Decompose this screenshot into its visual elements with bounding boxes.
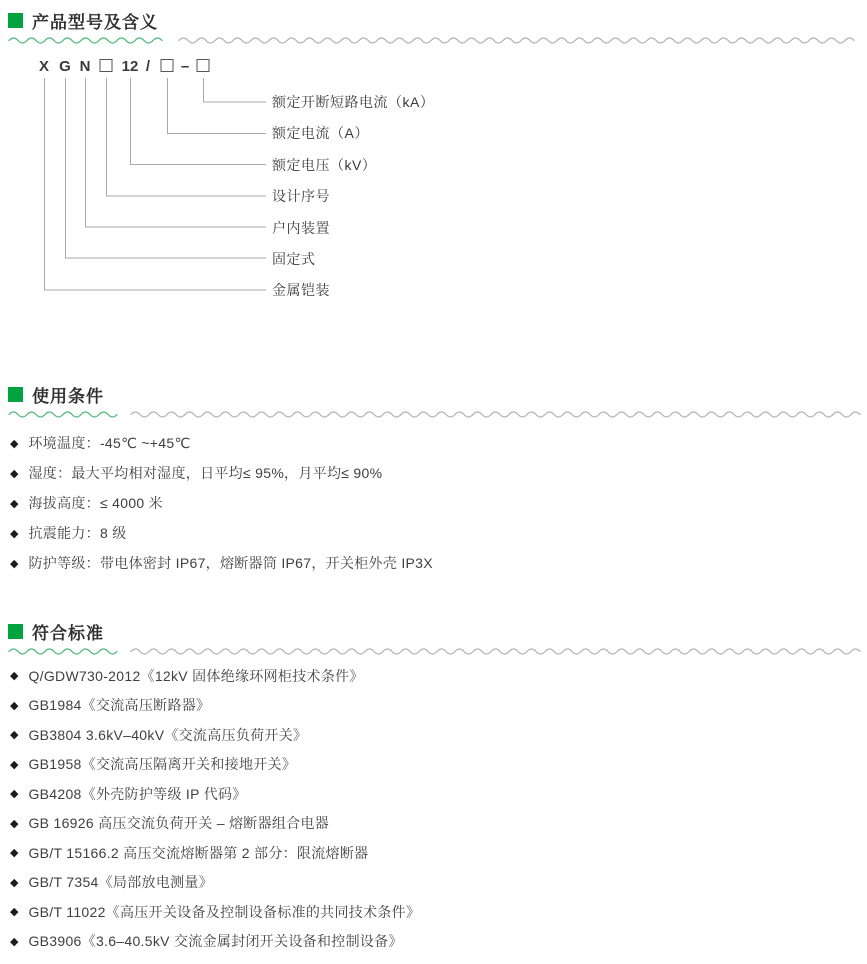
- diagram-label-indoor-device: 户内装置: [272, 220, 330, 236]
- diagram-label-metal-clad: 金属铠装: [272, 282, 330, 298]
- list-item: [10, 838, 867, 868]
- list-item: [10, 691, 867, 721]
- section-header-standards: [0, 611, 867, 655]
- standards-list: [0, 661, 867, 956]
- diamond-bullet-icon: ◆: [10, 847, 19, 860]
- diamond-bullet-icon: ◆: [10, 876, 19, 889]
- list-item: [10, 720, 867, 750]
- standard-text: GB/T 7354《局部放电测量》: [28, 874, 214, 891]
- list-item: [10, 927, 867, 957]
- list-item: [10, 750, 867, 780]
- diamond-bullet-icon: ◆: [10, 467, 19, 480]
- model-code-char-x: X: [38, 58, 50, 75]
- diamond-bullet-icon: ◆: [10, 788, 19, 801]
- list-item: [10, 548, 867, 578]
- diagram-label-rated-current: 额定电流（A）: [272, 125, 369, 141]
- diamond-bullet-icon: ◆: [10, 935, 19, 948]
- diagram-label-design-serial: 设计序号: [272, 188, 330, 204]
- list-item: [10, 518, 867, 548]
- condition-text: 防护等级：带电体密封 IP67，熔断器筒 IP67，开关柜外壳 IP3X: [28, 555, 433, 571]
- wavy-divider: [8, 36, 867, 44]
- model-code-char-dash: –: [180, 58, 190, 75]
- standard-text: GB1958《交流高压隔离开关和接地开关》: [28, 756, 297, 773]
- section-title-model: 产品型号及含义: [32, 12, 158, 32]
- model-code-char-g: G: [59, 58, 71, 75]
- list-item: [10, 897, 867, 927]
- diamond-bullet-icon: ◆: [10, 670, 19, 683]
- diagram-label-fixed-type: 固定式: [272, 251, 316, 267]
- wavy-divider-green: [8, 647, 118, 655]
- list-item: [10, 488, 867, 518]
- model-designation-diagram: [0, 44, 867, 374]
- model-code-char-slash: /: [145, 58, 151, 75]
- section-title-standards: 符合标准: [32, 623, 104, 643]
- diamond-bullet-icon: ◆: [10, 699, 19, 712]
- diamond-bullet-icon: ◆: [10, 557, 19, 570]
- model-code-char-n: N: [79, 58, 91, 75]
- conditions-list: [0, 428, 867, 578]
- condition-text: 环境温度：-45℃ ~+45℃: [28, 435, 191, 451]
- wavy-divider-gray: [130, 410, 861, 418]
- wavy-divider-gray: [130, 647, 861, 655]
- section-header-model: [0, 0, 867, 44]
- diamond-bullet-icon: ◆: [10, 497, 19, 510]
- wavy-divider-green: [8, 410, 118, 418]
- condition-text: 海拔高度：≤ 4000 米: [28, 495, 163, 511]
- list-item: [10, 458, 867, 488]
- standard-text: Q/GDW730-2012《12kV 固体绝缘环网柜技术条件》: [28, 667, 364, 684]
- condition-text: 湿度：最大平均相对湿度，日平均≤ 95%，月平均≤ 90%: [28, 465, 383, 481]
- condition-text: 抗震能力：8 级: [28, 525, 127, 541]
- list-item: [10, 868, 867, 898]
- standard-text: GB3804 3.6kV–40kV《交流高压负荷开关》: [28, 726, 308, 743]
- diagram-label-breaking-current: 额定开断短路电流（kA）: [272, 94, 435, 110]
- list-item: [10, 428, 867, 458]
- standard-text: GB3906《3.6–40.5kV 交流金属封闭开关设备和控制设备》: [28, 933, 403, 950]
- diagram-label-rated-voltage: 额定电压（kV）: [272, 157, 377, 173]
- section-marker-icon: [8, 624, 23, 639]
- wavy-divider: [8, 410, 867, 418]
- section-header-conditions: [0, 374, 867, 418]
- standard-text: GB/T 15166.2 高压交流熔断器第 2 部分：限流熔断器: [28, 844, 369, 861]
- diamond-bullet-icon: ◆: [10, 817, 19, 830]
- diamond-bullet-icon: ◆: [10, 527, 19, 540]
- wavy-divider: [8, 647, 867, 655]
- wavy-divider-gray: [178, 36, 861, 44]
- diamond-bullet-icon: ◆: [10, 729, 19, 742]
- list-item: [10, 809, 867, 839]
- section-marker-icon: [8, 387, 23, 402]
- model-code-char-12: 12: [121, 58, 139, 75]
- connector-lines: [0, 44, 280, 304]
- diamond-bullet-icon: ◆: [10, 906, 19, 919]
- wavy-divider-green: [8, 36, 166, 44]
- list-item: [10, 661, 867, 691]
- standard-text: GB/T 11022《高压开关设备及控制设备标准的共同技术条件》: [28, 903, 421, 920]
- section-marker-icon: [8, 13, 23, 28]
- standard-text: GB4208《外壳防护等级 IP 代码》: [28, 785, 247, 802]
- diamond-bullet-icon: ◆: [10, 437, 19, 450]
- section-title-conditions: 使用条件: [32, 386, 104, 406]
- standard-text: GB 16926 高压交流负荷开关 – 熔断器组合电器: [28, 815, 330, 832]
- list-item: [10, 779, 867, 809]
- standard-text: GB1984《交流高压断路器》: [28, 697, 211, 714]
- diamond-bullet-icon: ◆: [10, 758, 19, 771]
